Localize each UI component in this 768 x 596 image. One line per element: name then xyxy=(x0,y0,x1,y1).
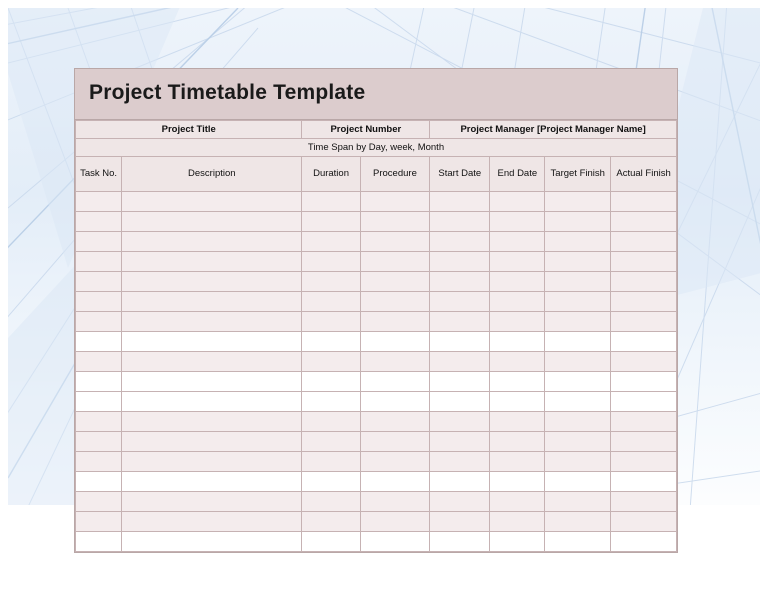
cell-description[interactable] xyxy=(122,212,302,232)
cell-end-date[interactable] xyxy=(490,232,545,252)
table-row[interactable] xyxy=(76,472,677,492)
table-row[interactable] xyxy=(76,192,677,212)
cell-end-date[interactable] xyxy=(490,352,545,372)
table-row[interactable] xyxy=(76,272,677,292)
cell-start-date[interactable] xyxy=(430,272,490,292)
timetable-document xyxy=(74,68,678,553)
cell-start-date[interactable] xyxy=(430,292,490,312)
cell-procedure[interactable] xyxy=(360,272,430,292)
cell-actual-finish[interactable] xyxy=(611,192,677,212)
cell-duration[interactable] xyxy=(302,272,360,292)
cell-start-date[interactable] xyxy=(430,352,490,372)
cell-duration[interactable] xyxy=(302,412,360,432)
cell-procedure[interactable] xyxy=(360,512,430,532)
cell-duration[interactable] xyxy=(302,292,360,312)
table-row[interactable] xyxy=(76,492,677,512)
cell-actual-finish[interactable] xyxy=(611,332,677,352)
cell-duration[interactable] xyxy=(302,512,360,532)
table-row[interactable] xyxy=(76,312,677,332)
cell-target-finish[interactable] xyxy=(545,212,611,232)
cell-actual-finish[interactable] xyxy=(611,292,677,312)
table-row[interactable] xyxy=(76,252,677,272)
cell-actual-finish[interactable] xyxy=(611,212,677,232)
cell-task-no[interactable] xyxy=(76,512,122,532)
cell-target-finish[interactable] xyxy=(545,372,611,392)
cell-end-date[interactable] xyxy=(490,292,545,312)
cell-description[interactable] xyxy=(122,412,302,432)
cell-start-date[interactable] xyxy=(430,532,490,552)
cell-target-finish[interactable] xyxy=(545,512,611,532)
cell-duration[interactable] xyxy=(302,252,360,272)
meta-row xyxy=(76,121,677,139)
cell-duration[interactable] xyxy=(302,472,360,492)
cell-duration[interactable] xyxy=(302,352,360,372)
cell-description[interactable] xyxy=(122,492,302,512)
cell-procedure[interactable] xyxy=(360,412,430,432)
cell-description[interactable] xyxy=(122,252,302,272)
cell-start-date[interactable] xyxy=(430,332,490,352)
cell-start-date[interactable] xyxy=(430,192,490,212)
cell-duration[interactable] xyxy=(302,232,360,252)
table-row[interactable] xyxy=(76,232,677,252)
cell-actual-finish[interactable] xyxy=(611,312,677,332)
cell-target-finish[interactable] xyxy=(545,392,611,412)
cell-procedure[interactable] xyxy=(360,492,430,512)
cell-target-finish[interactable] xyxy=(545,272,611,292)
cell-end-date[interactable] xyxy=(490,212,545,232)
cell-target-finish[interactable] xyxy=(545,452,611,472)
cell-actual-finish[interactable] xyxy=(611,452,677,472)
cell-end-date[interactable] xyxy=(490,272,545,292)
cell-target-finish[interactable] xyxy=(545,292,611,312)
cell-end-date[interactable] xyxy=(490,372,545,392)
cell-procedure[interactable] xyxy=(360,432,430,452)
cell-actual-finish[interactable] xyxy=(611,532,677,552)
cell-target-finish[interactable] xyxy=(545,252,611,272)
document-title-bar xyxy=(75,69,677,120)
cell-start-date[interactable] xyxy=(430,512,490,532)
cell-procedure[interactable] xyxy=(360,292,430,312)
column-header-description: Description xyxy=(122,157,302,192)
cell-actual-finish[interactable] xyxy=(611,412,677,432)
cell-duration[interactable] xyxy=(302,452,360,472)
table-row[interactable] xyxy=(76,512,677,532)
table-row[interactable] xyxy=(76,392,677,412)
cell-end-date[interactable] xyxy=(490,472,545,492)
cell-start-date[interactable] xyxy=(430,232,490,252)
cell-end-date[interactable] xyxy=(490,452,545,472)
cell-end-date[interactable] xyxy=(490,412,545,432)
table-row[interactable] xyxy=(76,292,677,312)
cell-start-date[interactable] xyxy=(430,432,490,452)
cell-actual-finish[interactable] xyxy=(611,512,677,532)
cell-target-finish[interactable] xyxy=(545,492,611,512)
column-header-duration: Duration xyxy=(302,157,360,192)
cell-duration[interactable] xyxy=(302,392,360,412)
table-row[interactable] xyxy=(76,432,677,452)
cell-end-date[interactable] xyxy=(490,252,545,272)
project-number-label: Project Number xyxy=(302,121,430,139)
table-row[interactable] xyxy=(76,372,677,392)
cell-task-no[interactable] xyxy=(76,492,122,512)
cell-end-date[interactable] xyxy=(490,492,545,512)
table-row[interactable] xyxy=(76,412,677,432)
cell-procedure[interactable] xyxy=(360,532,430,552)
cell-target-finish[interactable] xyxy=(545,412,611,432)
cell-end-date[interactable] xyxy=(490,392,545,412)
cell-task-no[interactable] xyxy=(76,532,122,552)
cell-end-date[interactable] xyxy=(490,332,545,352)
time-span-note: Time Span by Day, week, Month xyxy=(76,139,677,157)
cell-task-no[interactable] xyxy=(76,332,122,352)
cell-procedure[interactable] xyxy=(360,452,430,472)
cell-description[interactable] xyxy=(122,532,302,552)
cell-task-no[interactable] xyxy=(76,452,122,472)
cell-duration[interactable] xyxy=(302,492,360,512)
cell-target-finish[interactable] xyxy=(545,192,611,212)
cell-task-no[interactable] xyxy=(76,192,122,212)
table-row[interactable] xyxy=(76,452,677,472)
cell-end-date[interactable] xyxy=(490,532,545,552)
cell-end-date[interactable] xyxy=(490,512,545,532)
cell-description[interactable] xyxy=(122,232,302,252)
cell-task-no[interactable] xyxy=(76,292,122,312)
cell-description[interactable] xyxy=(122,272,302,292)
cell-task-no[interactable] xyxy=(76,472,122,492)
cell-actual-finish[interactable] xyxy=(611,232,677,252)
cell-target-finish[interactable] xyxy=(545,532,611,552)
column-header-start-date: Start Date xyxy=(430,157,490,192)
cell-description[interactable] xyxy=(122,352,302,372)
cell-actual-finish[interactable] xyxy=(611,252,677,272)
cell-task-no[interactable] xyxy=(76,312,122,332)
cell-start-date[interactable] xyxy=(430,412,490,432)
cell-start-date[interactable] xyxy=(430,492,490,512)
cell-procedure[interactable] xyxy=(360,212,430,232)
cell-description[interactable] xyxy=(122,432,302,452)
cell-duration[interactable] xyxy=(302,192,360,212)
cell-target-finish[interactable] xyxy=(545,352,611,372)
cell-end-date[interactable] xyxy=(490,192,545,212)
cell-procedure[interactable] xyxy=(360,252,430,272)
table-row[interactable] xyxy=(76,332,677,352)
column-header-end-date: End Date xyxy=(490,157,545,192)
cell-description[interactable] xyxy=(122,452,302,472)
cell-duration[interactable] xyxy=(302,432,360,452)
cell-duration[interactable] xyxy=(302,372,360,392)
timetable-grid xyxy=(75,120,677,552)
cell-target-finish[interactable] xyxy=(545,312,611,332)
cell-procedure[interactable] xyxy=(360,472,430,492)
cell-task-no[interactable] xyxy=(76,352,122,372)
cell-task-no[interactable] xyxy=(76,412,122,432)
cell-target-finish[interactable] xyxy=(545,432,611,452)
cell-start-date[interactable] xyxy=(430,252,490,272)
project-manager-label: Project Manager [Project Manager Name] xyxy=(430,121,677,139)
cell-end-date[interactable] xyxy=(490,312,545,332)
cell-description[interactable] xyxy=(122,512,302,532)
table-row[interactable] xyxy=(76,212,677,232)
cell-description[interactable] xyxy=(122,312,302,332)
cell-start-date[interactable] xyxy=(430,452,490,472)
column-header-target-finish: Target Finish xyxy=(545,157,611,192)
cell-duration[interactable] xyxy=(302,212,360,232)
cell-end-date[interactable] xyxy=(490,432,545,452)
cell-description[interactable] xyxy=(122,332,302,352)
cell-duration[interactable] xyxy=(302,312,360,332)
cell-actual-finish[interactable] xyxy=(611,472,677,492)
cell-procedure[interactable] xyxy=(360,192,430,212)
cell-procedure[interactable] xyxy=(360,232,430,252)
cell-description[interactable] xyxy=(122,372,302,392)
column-header-task-no: Task No. xyxy=(76,157,122,192)
cell-task-no[interactable] xyxy=(76,272,122,292)
cell-target-finish[interactable] xyxy=(545,232,611,252)
column-header-actual-finish: Actual Finish xyxy=(611,157,677,192)
cell-procedure[interactable] xyxy=(360,332,430,352)
cell-actual-finish[interactable] xyxy=(611,492,677,512)
cell-description[interactable] xyxy=(122,192,302,212)
cell-task-no[interactable] xyxy=(76,252,122,272)
cell-procedure[interactable] xyxy=(360,392,430,412)
cell-target-finish[interactable] xyxy=(545,332,611,352)
cell-target-finish[interactable] xyxy=(545,472,611,492)
cell-task-no[interactable] xyxy=(76,392,122,412)
cell-duration[interactable] xyxy=(302,532,360,552)
cell-actual-finish[interactable] xyxy=(611,352,677,372)
cell-start-date[interactable] xyxy=(430,212,490,232)
cell-description[interactable] xyxy=(122,292,302,312)
cell-task-no[interactable] xyxy=(76,372,122,392)
column-header-procedure: Procedure xyxy=(360,157,430,192)
cell-task-no[interactable] xyxy=(76,212,122,232)
cell-description[interactable] xyxy=(122,472,302,492)
cell-procedure[interactable] xyxy=(360,312,430,332)
table-row[interactable] xyxy=(76,532,677,552)
cell-actual-finish[interactable] xyxy=(611,372,677,392)
cell-duration[interactable] xyxy=(302,332,360,352)
time-span-row xyxy=(76,139,677,157)
project-title-label: Project Title xyxy=(76,121,302,139)
cell-actual-finish[interactable] xyxy=(611,432,677,452)
column-header-row xyxy=(76,157,677,192)
cell-description[interactable] xyxy=(122,392,302,412)
cell-task-no[interactable] xyxy=(76,432,122,452)
cell-start-date[interactable] xyxy=(430,312,490,332)
page-title: Project Timetable Template xyxy=(89,81,366,104)
cell-procedure[interactable] xyxy=(360,352,430,372)
cell-start-date[interactable] xyxy=(430,372,490,392)
cell-task-no[interactable] xyxy=(76,232,122,252)
table-row[interactable] xyxy=(76,352,677,372)
cell-procedure[interactable] xyxy=(360,372,430,392)
cell-start-date[interactable] xyxy=(430,392,490,412)
timetable-body xyxy=(76,192,677,552)
cell-actual-finish[interactable] xyxy=(611,392,677,412)
cell-actual-finish[interactable] xyxy=(611,272,677,292)
cell-start-date[interactable] xyxy=(430,472,490,492)
